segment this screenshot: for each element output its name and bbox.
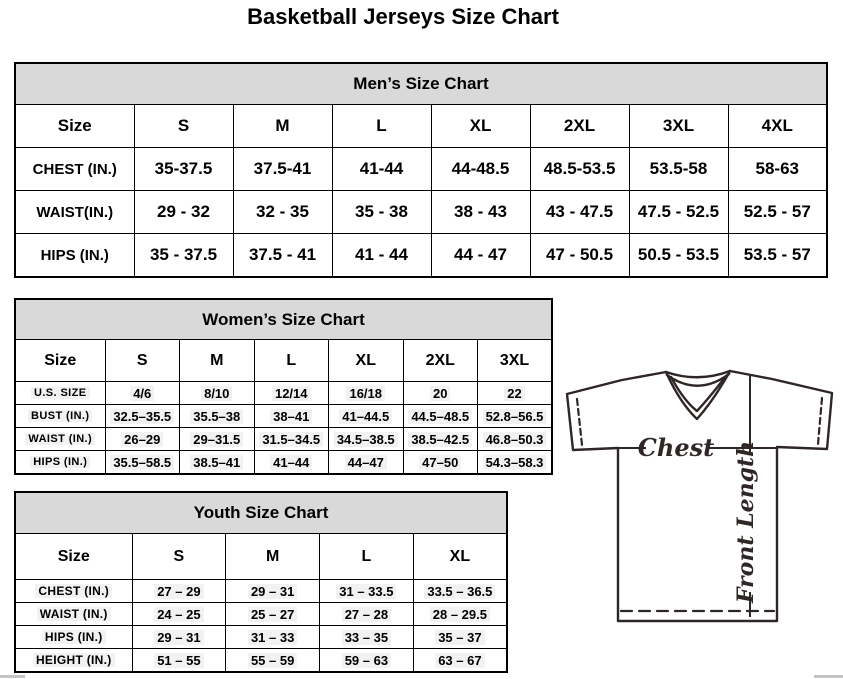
cell-text: CHEST (IN.) [32,160,117,178]
size-value-cell [254,382,329,405]
column-header: S [132,534,226,580]
size-value-cell [226,626,320,649]
scrollbar-fragment-left[interactable] [0,675,25,678]
cell-text: 35.5–38 [190,409,243,424]
table-row [15,382,552,405]
cell-text: 31 – 33.5 [336,584,396,599]
cell-text: 41–44 [270,455,312,470]
table-row [15,649,507,673]
column-header: M [233,105,332,148]
size-value-cell [180,405,255,428]
row-label [15,191,134,234]
column-header: XL [431,105,530,148]
cell-text: HIPS (IN.) [42,630,106,644]
size-value-cell [254,451,329,475]
table-row [15,451,552,475]
cell-text: 27 – 29 [154,584,203,599]
size-value-cell [332,234,431,278]
size-value-cell [320,649,414,673]
row-label [15,405,105,428]
table-row [15,428,552,451]
column-header: 2XL [403,340,478,382]
column-header: 3XL [629,105,728,148]
cell-text: 12/14 [272,386,311,401]
cell-text: HIPS (IN.) [40,246,109,264]
column-header: 2XL [530,105,629,148]
size-value-cell [132,580,226,603]
column-header: S [134,105,233,148]
size-value-cell [413,580,507,603]
size-value-cell [180,428,255,451]
size-value-cell [320,603,414,626]
table-title: Women’s Size Chart [15,299,552,340]
size-value-cell [105,382,180,405]
column-header: XL [413,534,507,580]
size-value-cell [254,405,329,428]
size-value-cell [320,580,414,603]
cell-text: 34.5–38.5 [334,432,398,447]
size-value-cell [413,603,507,626]
table-row [15,191,827,234]
cell-text: 8/10 [201,386,232,401]
cell-text: 35 – 37 [435,630,484,645]
column-header: M [180,340,255,382]
size-value-cell [233,191,332,234]
chest-label: Chest [637,433,715,462]
cell-text: 16/18 [346,386,385,401]
cell-text: 54.3–58.3 [483,455,547,470]
table-row [15,234,827,278]
cell-text: 37.5-41 [253,159,312,178]
cell-text: 58-63 [755,159,799,178]
size-value-cell [403,428,478,451]
size-value-cell [233,148,332,191]
cell-text: 35.5–58.5 [110,455,174,470]
size-value-cell [226,580,320,603]
column-header: M [226,534,320,580]
cell-text: 37.5 - 41 [248,245,317,264]
table-row [15,405,552,428]
size-value-cell [254,428,329,451]
cell-text: 27 – 28 [342,607,391,622]
row-label [15,234,134,278]
size-value-cell [320,626,414,649]
cell-text: 44 - 47 [454,245,507,264]
size-value-cell [132,603,226,626]
size-value-cell [132,649,226,673]
cell-text: 41-44 [359,159,404,178]
cell-text: 41 - 44 [355,245,408,264]
cell-text: HIPS (IN.) [30,456,90,468]
cell-text: WAIST (IN.) [25,433,95,445]
cell-text: CHEST (IN.) [35,584,112,598]
column-header: Size [15,340,105,382]
size-value-cell [329,405,404,428]
size-value-cell [530,191,629,234]
cell-text: 41–44.5 [339,409,392,424]
size-value-cell [629,148,728,191]
column-header: XL [329,340,404,382]
cell-text: 26–29 [121,432,163,447]
cell-text: 63 – 67 [435,653,484,668]
cell-text: 4/6 [130,386,154,401]
size-value-cell [134,191,233,234]
cell-text: 32 - 35 [256,202,309,221]
size-value-cell [329,382,404,405]
cell-text: 55 – 59 [248,653,297,668]
size-value-cell [413,649,507,673]
size-value-cell [431,191,530,234]
scrollbar-fragment-right[interactable] [814,675,843,678]
cell-text: 59 – 63 [342,653,391,668]
table-row [15,626,507,649]
size-value-cell [629,191,728,234]
cell-text: 43 - 47.5 [545,202,614,221]
cell-text: 52.8–56.5 [483,409,547,424]
row-label [15,603,132,626]
size-value-cell [431,148,530,191]
size-value-cell [329,451,404,475]
cell-text: 50.5 - 53.5 [637,245,720,264]
table-title: Youth Size Chart [15,492,507,534]
womens-size-chart-table [14,298,553,475]
row-label [15,626,132,649]
cell-text: 53.5-58 [649,159,708,178]
row-label [15,148,134,191]
cell-text: 38 - 43 [454,202,507,221]
size-value-cell [105,451,180,475]
jersey-measurement-diagram [558,362,843,630]
size-value-cell [478,451,553,475]
size-value-cell [478,405,553,428]
cell-text: 38.5–42.5 [408,432,472,447]
cell-text: 46.8–50.3 [483,432,547,447]
jersey-outline [567,371,832,621]
column-header: L [320,534,414,580]
cell-text: 44–47 [345,455,387,470]
size-value-cell [332,148,431,191]
cell-text: 53.5 - 57 [743,245,811,264]
cell-text: 28 – 29.5 [430,607,490,622]
cell-text: 38.5–41 [190,455,243,470]
cell-text: 29–31.5 [190,432,243,447]
cell-text: 22 [504,386,524,401]
row-label [15,649,132,673]
right-sleeve-seam-dash [818,398,822,444]
table-header-row [15,105,827,148]
size-value-cell [134,148,233,191]
size-value-cell [329,428,404,451]
size-value-cell [728,191,827,234]
column-header: 4XL [728,105,827,148]
column-header: Size [15,105,134,148]
size-value-cell [180,382,255,405]
size-value-cell [530,148,629,191]
column-header: 3XL [478,340,553,382]
column-header: Size [15,534,132,580]
front-length-label: Front Length [733,440,759,604]
size-value-cell [478,428,553,451]
size-value-cell [478,382,553,405]
cell-text: 20 [430,386,450,401]
cell-text: 32.5–35.5 [110,409,174,424]
cell-text: 31.5–34.5 [259,432,323,447]
row-label [15,580,132,603]
size-value-cell [233,234,332,278]
cell-text: 33.5 – 36.5 [424,584,495,599]
size-value-cell [403,405,478,428]
cell-text: 48.5-53.5 [543,159,616,178]
cell-text: HEIGHT (IN.) [33,653,115,667]
cell-text: 35 - 37.5 [149,245,218,264]
cell-text: 47 - 50.5 [545,245,614,264]
cell-text: 51 – 55 [154,653,203,668]
cell-text: 38–41 [270,409,312,424]
cell-text: 25 – 27 [248,607,297,622]
column-header: S [105,340,180,382]
row-label [15,382,105,405]
table-header-row [15,534,507,580]
size-value-cell [332,191,431,234]
cell-text: 47.5 - 52.5 [637,202,720,221]
cell-text: 44.5–48.5 [408,409,472,424]
size-value-cell [629,234,728,278]
table-title-row [15,299,552,340]
size-value-cell [134,234,233,278]
cell-text: BUST (IN.) [28,410,92,422]
row-label [15,428,105,451]
table-row [15,148,827,191]
cell-text: 35-37.5 [154,159,213,178]
cell-text: U.S. SIZE [31,387,90,399]
size-value-cell [403,382,478,405]
table-title-row [15,492,507,534]
left-sleeve-seam-dash [577,399,582,445]
size-value-cell [403,451,478,475]
size-value-cell [105,405,180,428]
page-title: Basketball Jerseys Size Chart [247,4,559,29]
cell-text: 47–50 [419,455,461,470]
size-value-cell [431,234,530,278]
cell-text: WAIST(IN.) [36,203,114,221]
column-header: L [332,105,431,148]
size-value-cell [728,234,827,278]
size-value-cell [226,649,320,673]
cell-text: 29 – 31 [248,584,297,599]
table-title: Men’s Size Chart [15,63,827,105]
size-value-cell [132,626,226,649]
size-value-cell [413,626,507,649]
column-header: L [254,340,329,382]
mens-size-chart-table [14,62,828,278]
cell-text: 31 – 33 [248,630,297,645]
cell-text: 33 – 35 [342,630,391,645]
size-value-cell [105,428,180,451]
size-value-cell [226,603,320,626]
row-label [15,451,105,475]
cell-text: 44-48.5 [451,159,510,178]
table-header-row [15,340,552,382]
table-row [15,580,507,603]
cell-text: 29 - 32 [157,202,210,221]
size-value-cell [180,451,255,475]
youth-size-chart-table [14,491,508,673]
cell-text: 24 – 25 [154,607,203,622]
table-title-row [15,63,827,105]
size-value-cell [728,148,827,191]
size-value-cell [530,234,629,278]
cell-text: 29 – 31 [154,630,203,645]
cell-text: 35 - 38 [355,202,408,221]
cell-text: 52.5 - 57 [743,202,811,221]
table-row [15,603,507,626]
cell-text: WAIST (IN.) [37,607,111,621]
